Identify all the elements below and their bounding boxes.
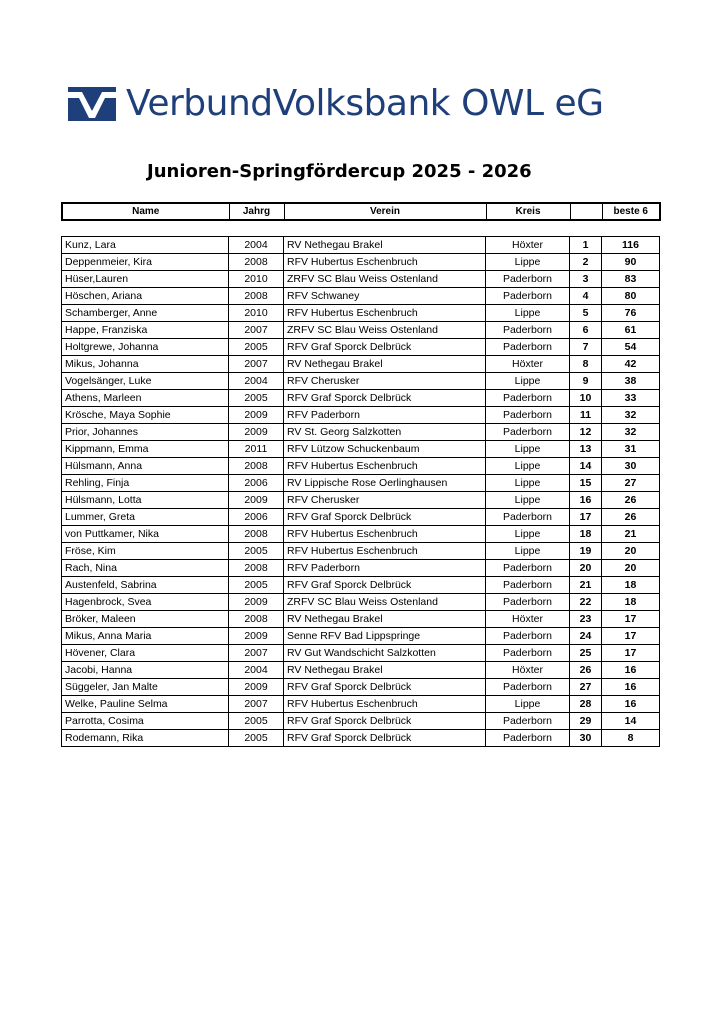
results-table <box>61 236 660 747</box>
cell-name: Mikus, Johanna <box>62 356 229 373</box>
cell-name: Deppenmeier, Kira <box>62 254 229 271</box>
cell-jahrg: 2009 <box>229 424 284 441</box>
cell-jahrg: 2005 <box>229 713 284 730</box>
cell-jahrg: 2008 <box>229 288 284 305</box>
cell-kreis: Lippe <box>486 458 570 475</box>
cell-score: 32 <box>602 407 660 424</box>
table-row <box>62 322 660 339</box>
cell-name: Austenfeld, Sabrina <box>62 577 229 594</box>
cell-name: Fröse, Kim <box>62 543 229 560</box>
cell-name: Rehling, Finja <box>62 475 229 492</box>
cell-rank: 19 <box>570 543 602 560</box>
cell-verein: RFV Hubertus Eschenbruch <box>284 305 486 322</box>
cell-kreis: Lippe <box>486 543 570 560</box>
cell-kreis: Lippe <box>486 305 570 322</box>
cell-score: 20 <box>602 543 660 560</box>
cell-jahrg: 2007 <box>229 356 284 373</box>
cell-jahrg: 2010 <box>229 305 284 322</box>
cell-score: 14 <box>602 713 660 730</box>
table-row <box>62 594 660 611</box>
table-row <box>62 560 660 577</box>
cell-jahrg: 2004 <box>229 662 284 679</box>
column-header-beste6: beste 6 <box>602 203 660 220</box>
brand-name: VerbundVolksbank OWL eG <box>126 83 604 124</box>
cell-rank: 17 <box>570 509 602 526</box>
cell-kreis: Lippe <box>486 254 570 271</box>
cell-name: Bröker, Maleen <box>62 611 229 628</box>
cell-score: 17 <box>602 628 660 645</box>
cell-name: Kippmann, Emma <box>62 441 229 458</box>
cell-jahrg: 2007 <box>229 322 284 339</box>
table-row <box>62 475 660 492</box>
cell-jahrg: 2009 <box>229 492 284 509</box>
cell-verein: RFV Graf Sporck Delbrück <box>284 713 486 730</box>
cell-kreis: Paderborn <box>486 577 570 594</box>
table-row <box>62 441 660 458</box>
cell-score: 18 <box>602 577 660 594</box>
cell-verein: RFV Graf Sporck Delbrück <box>284 679 486 696</box>
table-row <box>62 679 660 696</box>
cell-jahrg: 2008 <box>229 560 284 577</box>
cell-name: Höschen, Ariana <box>62 288 229 305</box>
cell-verein: ZRFV SC Blau Weiss Ostenland <box>284 594 486 611</box>
cell-kreis: Lippe <box>486 373 570 390</box>
cell-verein: RFV Graf Sporck Delbrück <box>284 509 486 526</box>
cell-rank: 4 <box>570 288 602 305</box>
cell-name: Prior, Johannes <box>62 424 229 441</box>
cell-name: Mikus, Anna Maria <box>62 628 229 645</box>
table-row <box>62 254 660 271</box>
cell-jahrg: 2009 <box>229 628 284 645</box>
cell-jahrg: 2007 <box>229 645 284 662</box>
cell-name: Jacobi, Hanna <box>62 662 229 679</box>
cell-rank: 10 <box>570 390 602 407</box>
cell-verein: RV Nethegau Brakel <box>284 356 486 373</box>
cell-kreis: Höxter <box>486 237 570 254</box>
cell-score: 17 <box>602 645 660 662</box>
table-row <box>62 713 660 730</box>
table-row <box>62 288 660 305</box>
cell-kreis: Paderborn <box>486 509 570 526</box>
cell-score: 61 <box>602 322 660 339</box>
cell-name: Athens, Marleen <box>62 390 229 407</box>
cell-score: 16 <box>602 662 660 679</box>
cell-name: Süggeler, Jan Malte <box>62 679 229 696</box>
cell-score: 83 <box>602 271 660 288</box>
cell-jahrg: 2008 <box>229 254 284 271</box>
cell-jahrg: 2009 <box>229 679 284 696</box>
cell-name: Hüser,Lauren <box>62 271 229 288</box>
cell-rank: 21 <box>570 577 602 594</box>
cell-rank: 11 <box>570 407 602 424</box>
cell-jahrg: 2006 <box>229 475 284 492</box>
cell-name: Schamberger, Anne <box>62 305 229 322</box>
cell-score: 80 <box>602 288 660 305</box>
cell-jahrg: 2010 <box>229 271 284 288</box>
cell-rank: 14 <box>570 458 602 475</box>
table-row <box>62 611 660 628</box>
cell-score: 42 <box>602 356 660 373</box>
cell-name: Hülsmann, Lotta <box>62 492 229 509</box>
cell-kreis: Paderborn <box>486 407 570 424</box>
cell-score: 18 <box>602 594 660 611</box>
cell-kreis: Höxter <box>486 662 570 679</box>
cell-rank: 26 <box>570 662 602 679</box>
cell-verein: RFV Hubertus Eschenbruch <box>284 696 486 713</box>
table-row <box>62 509 660 526</box>
cell-name: Kunz, Lara <box>62 237 229 254</box>
table-row <box>62 305 660 322</box>
table-row <box>62 407 660 424</box>
cell-jahrg: 2007 <box>229 696 284 713</box>
cell-score: 116 <box>602 237 660 254</box>
cell-kreis: Paderborn <box>486 390 570 407</box>
cell-kreis: Lippe <box>486 441 570 458</box>
cell-verein: RFV Graf Sporck Delbrück <box>284 730 486 747</box>
cell-verein: RFV Hubertus Eschenbruch <box>284 254 486 271</box>
cell-score: 20 <box>602 560 660 577</box>
cell-rank: 5 <box>570 305 602 322</box>
table-row <box>62 526 660 543</box>
table-row <box>62 696 660 713</box>
table-row <box>62 492 660 509</box>
cell-jahrg: 2011 <box>229 441 284 458</box>
cell-kreis: Höxter <box>486 611 570 628</box>
cell-score: 17 <box>602 611 660 628</box>
cell-name: Happe, Franziska <box>62 322 229 339</box>
cell-score: 90 <box>602 254 660 271</box>
cell-score: 16 <box>602 679 660 696</box>
table-row <box>62 271 660 288</box>
cell-jahrg: 2008 <box>229 526 284 543</box>
cell-score: 38 <box>602 373 660 390</box>
cell-verein: Senne RFV Bad Lippspringe <box>284 628 486 645</box>
cell-name: Welke, Pauline Selma <box>62 696 229 713</box>
cell-rank: 20 <box>570 560 602 577</box>
cell-score: 76 <box>602 305 660 322</box>
cell-name: Hülsmann, Anna <box>62 458 229 475</box>
cell-verein: ZRFV SC Blau Weiss Ostenland <box>284 322 486 339</box>
cell-jahrg: 2005 <box>229 543 284 560</box>
cell-score: 27 <box>602 475 660 492</box>
cell-kreis: Paderborn <box>486 713 570 730</box>
table-row <box>62 339 660 356</box>
cell-name: Vogelsänger, Luke <box>62 373 229 390</box>
cell-verein: RFV Paderborn <box>284 407 486 424</box>
cell-rank: 18 <box>570 526 602 543</box>
cell-rank: 27 <box>570 679 602 696</box>
cell-rank: 28 <box>570 696 602 713</box>
cell-rank: 12 <box>570 424 602 441</box>
cell-name: Hagenbrock, Svea <box>62 594 229 611</box>
cell-score: 26 <box>602 492 660 509</box>
cell-verein: RFV Graf Sporck Delbrück <box>284 577 486 594</box>
cell-verein: RFV Paderborn <box>284 560 486 577</box>
cell-name: Rach, Nina <box>62 560 229 577</box>
cell-name: von Puttkamer, Nika <box>62 526 229 543</box>
cell-kreis: Paderborn <box>486 339 570 356</box>
cell-name: Hövener, Clara <box>62 645 229 662</box>
table-row <box>62 424 660 441</box>
column-header-kreis: Kreis <box>486 203 570 220</box>
volksbank-logo-icon <box>68 87 116 121</box>
cell-rank: 25 <box>570 645 602 662</box>
cell-verein: RV Nethegau Brakel <box>284 237 486 254</box>
cell-jahrg: 2005 <box>229 390 284 407</box>
table-row <box>62 237 660 254</box>
cell-name: Parrotta, Cosima <box>62 713 229 730</box>
table-header <box>61 202 661 221</box>
cell-rank: 3 <box>570 271 602 288</box>
cell-rank: 8 <box>570 356 602 373</box>
table-row <box>62 543 660 560</box>
cell-score: 30 <box>602 458 660 475</box>
cell-verein: RV Gut Wandschicht Salzkotten <box>284 645 486 662</box>
cell-kreis: Paderborn <box>486 322 570 339</box>
cell-score: 33 <box>602 390 660 407</box>
cell-rank: 15 <box>570 475 602 492</box>
cell-kreis: Paderborn <box>486 730 570 747</box>
table-row <box>62 577 660 594</box>
cell-rank: 29 <box>570 713 602 730</box>
table-row <box>62 628 660 645</box>
cell-verein: RFV Hubertus Eschenbruch <box>284 458 486 475</box>
cell-score: 16 <box>602 696 660 713</box>
cell-jahrg: 2008 <box>229 611 284 628</box>
cell-verein: RFV Lützow Schuckenbaum <box>284 441 486 458</box>
table-row <box>62 662 660 679</box>
cell-kreis: Paderborn <box>486 560 570 577</box>
cell-verein: RFV Graf Sporck Delbrück <box>284 339 486 356</box>
table-row <box>62 356 660 373</box>
cell-verein: RV Nethegau Brakel <box>284 611 486 628</box>
cell-jahrg: 2009 <box>229 407 284 424</box>
cell-kreis: Lippe <box>486 475 570 492</box>
table-row <box>62 458 660 475</box>
cell-kreis: Paderborn <box>486 628 570 645</box>
column-header-rank <box>570 203 602 220</box>
cell-verein: RFV Schwaney <box>284 288 486 305</box>
cell-jahrg: 2005 <box>229 730 284 747</box>
cell-kreis: Paderborn <box>486 424 570 441</box>
cell-rank: 24 <box>570 628 602 645</box>
cell-score: 26 <box>602 509 660 526</box>
cell-score: 21 <box>602 526 660 543</box>
cell-name: Lummer, Greta <box>62 509 229 526</box>
cell-verein: RFV Graf Sporck Delbrück <box>284 390 486 407</box>
cell-kreis: Lippe <box>486 526 570 543</box>
cell-kreis: Paderborn <box>486 645 570 662</box>
table-row <box>62 730 660 747</box>
table-row <box>62 373 660 390</box>
cell-rank: 16 <box>570 492 602 509</box>
cell-kreis: Paderborn <box>486 288 570 305</box>
cell-kreis: Paderborn <box>486 594 570 611</box>
cell-name: Krösche, Maya Sophie <box>62 407 229 424</box>
cell-verein: RV St. Georg Salzkotten <box>284 424 486 441</box>
column-header-name: Name <box>132 206 160 217</box>
cell-score: 31 <box>602 441 660 458</box>
cell-rank: 2 <box>570 254 602 271</box>
cell-rank: 23 <box>570 611 602 628</box>
cell-rank: 7 <box>570 339 602 356</box>
cell-jahrg: 2006 <box>229 509 284 526</box>
page-title: Junioren-Springfördercup 2025 - 2026 <box>147 161 532 182</box>
cell-verein: ZRFV SC Blau Weiss Ostenland <box>284 271 486 288</box>
cell-verein: RFV Hubertus Eschenbruch <box>284 526 486 543</box>
cell-jahrg: 2005 <box>229 339 284 356</box>
cell-jahrg: 2005 <box>229 577 284 594</box>
cell-rank: 9 <box>570 373 602 390</box>
table-row <box>62 645 660 662</box>
cell-score: 32 <box>602 424 660 441</box>
cell-jahrg: 2009 <box>229 594 284 611</box>
column-header-verein: Verein <box>284 203 486 220</box>
cell-kreis: Höxter <box>486 356 570 373</box>
cell-name: Rodemann, Rika <box>62 730 229 747</box>
cell-kreis: Paderborn <box>486 679 570 696</box>
cell-verein: RFV Cherusker <box>284 492 486 509</box>
cell-verein: RFV Cherusker <box>284 373 486 390</box>
table-row <box>62 390 660 407</box>
results-body <box>62 237 660 747</box>
cell-name: Holtgrewe, Johanna <box>62 339 229 356</box>
cell-rank: 22 <box>570 594 602 611</box>
column-header-jahrg: Jahrg <box>229 203 284 220</box>
cell-verein: RV Nethegau Brakel <box>284 662 486 679</box>
cell-rank: 6 <box>570 322 602 339</box>
cell-score: 54 <box>602 339 660 356</box>
cell-rank: 13 <box>570 441 602 458</box>
cell-jahrg: 2004 <box>229 237 284 254</box>
cell-kreis: Lippe <box>486 696 570 713</box>
cell-rank: 1 <box>570 237 602 254</box>
cell-rank: 30 <box>570 730 602 747</box>
cell-jahrg: 2004 <box>229 373 284 390</box>
cell-verein: RV Lippische Rose Oerlinghausen <box>284 475 486 492</box>
cell-verein: RFV Hubertus Eschenbruch <box>284 543 486 560</box>
cell-score: 8 <box>602 730 660 747</box>
cell-jahrg: 2008 <box>229 458 284 475</box>
cell-kreis: Paderborn <box>486 271 570 288</box>
cell-kreis: Lippe <box>486 492 570 509</box>
brand-logo <box>68 84 604 124</box>
